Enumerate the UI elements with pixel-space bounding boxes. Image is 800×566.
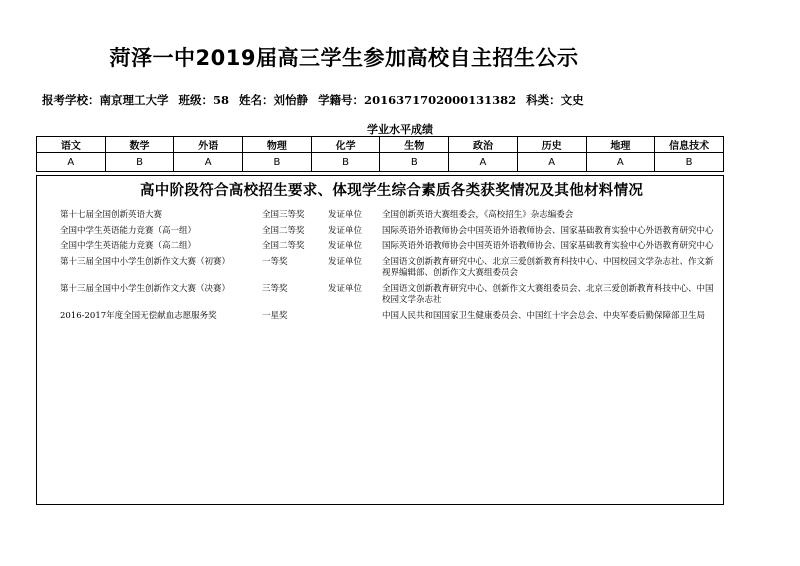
school-field: 报考学校：南京理工大学 bbox=[42, 93, 169, 107]
issuer-label: 发证单位 bbox=[328, 283, 363, 294]
grade-value: B bbox=[105, 153, 174, 172]
class-field: 班级：58 bbox=[178, 93, 230, 107]
award-level: 全国二等奖 bbox=[262, 241, 305, 251]
grade-value: A bbox=[586, 153, 655, 172]
award-issuer: 全国语文创新教育研究中心、创新作文大赛组委员会、北京三爱创新教育科技中心、中国校园文学杂志社 bbox=[382, 283, 714, 305]
award-row bbox=[60, 257, 720, 280]
award-level: 一星奖 bbox=[262, 310, 288, 321]
grade-header: 外语 bbox=[174, 137, 243, 153]
award-name: 第十七届全国创新英语大赛 bbox=[60, 210, 163, 220]
grade-header: 历史 bbox=[517, 137, 586, 153]
grades-value-row bbox=[37, 153, 724, 172]
grade-value: A bbox=[449, 153, 518, 172]
grade-header: 数学 bbox=[105, 137, 174, 153]
award-row bbox=[60, 284, 720, 307]
award-level: 三等奖 bbox=[262, 283, 288, 294]
grade-value: B bbox=[311, 153, 380, 172]
grade-value: A bbox=[174, 153, 243, 172]
award-level: 全国三等奖 bbox=[262, 210, 305, 220]
award-name: 全国中学生英语能力竞赛（高二组） bbox=[60, 241, 197, 251]
award-name: 第十三届全国中小学生创新作文大赛（决赛） bbox=[60, 283, 231, 294]
subject-field: 科类：文史 bbox=[526, 93, 584, 107]
award-issuer: 全国语文创新教育研究中心、北京三爱创新教育科技中心、中国校园文学杂志社、作文新视界编辑部、创新作文大赛组委员会 bbox=[382, 256, 714, 278]
award-issuer: 国际英语外语教师协会中国英语外语教师协会、国家基础教育实验中心外语教育研究中心 bbox=[382, 241, 714, 251]
award-row bbox=[60, 241, 720, 253]
grade-header: 生物 bbox=[380, 137, 449, 153]
award-row bbox=[60, 311, 720, 323]
award-name: 全国中学生英语能力竞赛（高一组） bbox=[60, 225, 197, 236]
grade-header: 地理 bbox=[586, 137, 655, 153]
grade-header: 政治 bbox=[449, 137, 518, 153]
grade-header: 语文 bbox=[37, 137, 106, 153]
grade-value: A bbox=[517, 153, 586, 172]
issuer-label: 发证单位 bbox=[328, 225, 363, 236]
grades-caption: 学业水平成绩 bbox=[367, 123, 433, 136]
award-issuer: 国际英语外语教师协会中国英语外语教师协会、国家基础教育实验中心外语教育研究中心 bbox=[382, 225, 714, 236]
grade-value: B bbox=[655, 153, 724, 172]
awards-list bbox=[60, 210, 720, 326]
grade-header: 物理 bbox=[243, 137, 312, 153]
award-row bbox=[60, 210, 720, 222]
grade-value: B bbox=[380, 153, 449, 172]
issuer-label: 发证单位 bbox=[328, 210, 363, 220]
issuer-label: 发证单位 bbox=[328, 256, 363, 267]
grade-header: 信息技术 bbox=[655, 137, 724, 153]
award-name: 第十三届全国中小学生创新作文大赛（初赛） bbox=[60, 256, 231, 267]
student-id-field: 学籍号：2016371702000131382 bbox=[318, 93, 517, 107]
award-name: 2016-2017年度全国无偿献血志愿服务奖 bbox=[60, 310, 217, 321]
page-title: 菏泽一中2019届高三学生参加高校自主招生公示 bbox=[109, 46, 579, 70]
award-issuer: 中国人民共和国国家卫生健康委员会、中国红十字会总会、中央军委后勤保障部卫生局 bbox=[382, 310, 706, 321]
grades-header-row bbox=[37, 137, 724, 153]
student-info-line bbox=[42, 92, 782, 108]
issuer-label: 发证单位 bbox=[328, 241, 363, 251]
award-row bbox=[60, 226, 720, 238]
grade-value: A bbox=[37, 153, 106, 172]
grades-table bbox=[36, 136, 724, 172]
name-field: 姓名：刘怡静 bbox=[239, 93, 309, 107]
awards-heading: 高中阶段符合高校招生要求、体现学生综合素质各类获奖情况及其他材料情况 bbox=[140, 182, 644, 199]
award-issuer: 全国创新英语大赛组委会，《高校招生》杂志编委会 bbox=[382, 210, 574, 220]
award-level: 全国二等奖 bbox=[262, 225, 305, 236]
grade-header: 化学 bbox=[311, 137, 380, 153]
grade-value: B bbox=[243, 153, 312, 172]
award-level: 一等奖 bbox=[262, 256, 288, 267]
